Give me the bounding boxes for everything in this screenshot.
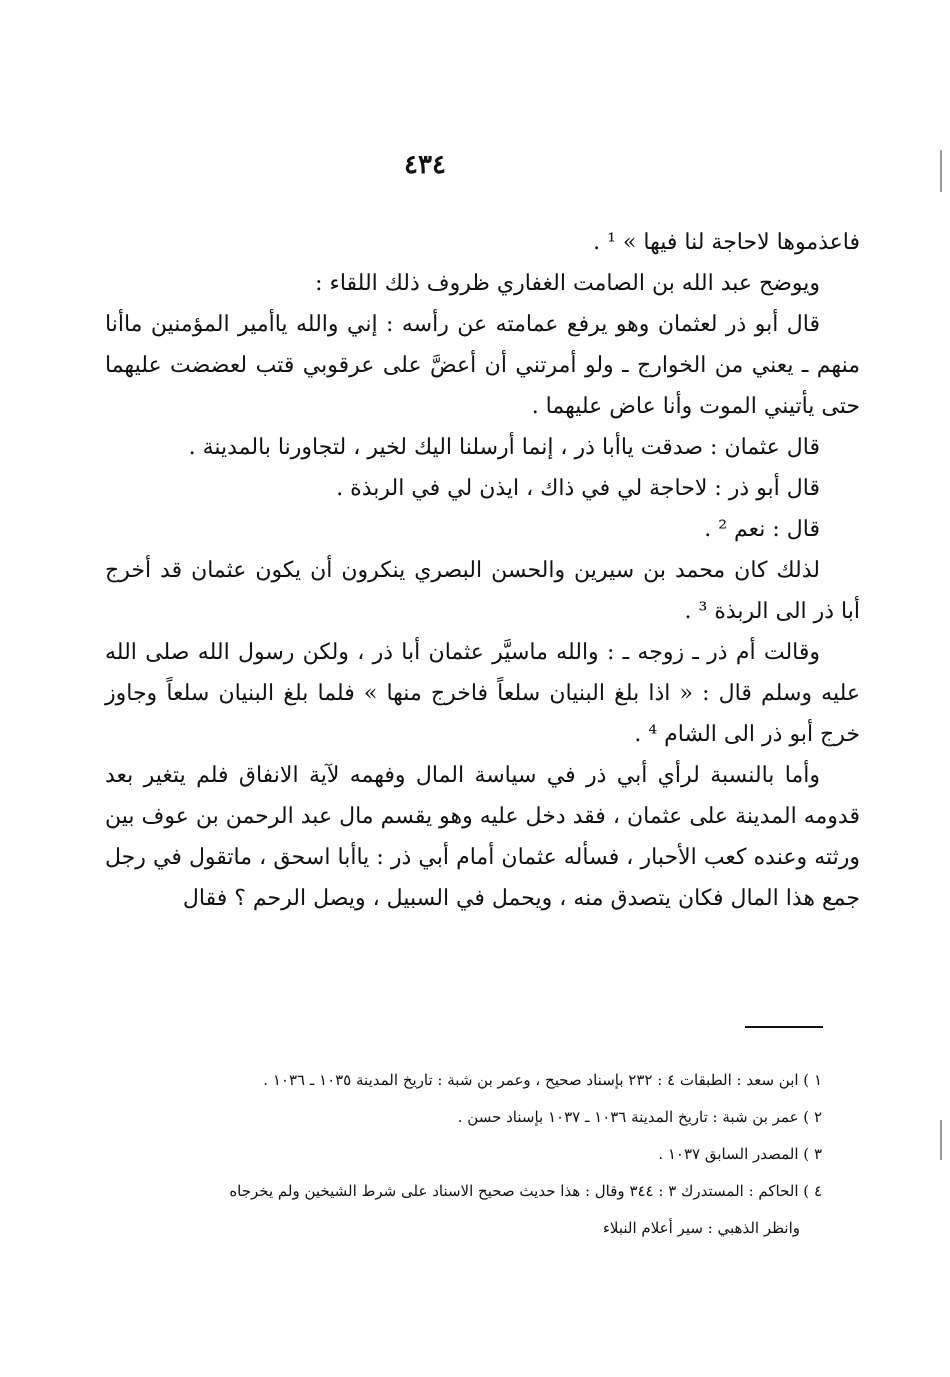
footnote: ٣ ) المصدر السابق ١٠٣٧ . [658,1145,822,1163]
paragraph: قال أبو ذر : لاحاجة لي في ذاك ، ايذن لي في الربذة . [336,476,820,501]
paragraph: فاعذموها لاحاجة لنا فيها » ¹ . [593,230,860,255]
paragraph: وأما بالنسبة لرأي أبي ذر في سياسة المال وفهمه لآية الانفاق فلم يتغير بعد قدومه المدينة على عثمان ، فقد دخل عليه وهو يقسم مال عبد الرحمن بن عوف بين ورثته وعنده كعب الأحبار ، فسأله عثمان أمام أبي ذر : ياأبا اسحق ، ماتقول في رجل جمع هذا المال فكان يتصدق منه ، ويحمل في السبيل ، ويصل الرحم ؟ فقال [105,763,860,911]
footnote-separator [745,1026,823,1028]
page-number: ٤٣٤ [404,150,446,180]
page-edge-mark [940,1120,942,1160]
footnote: ٤ ) الحاكم : المستدرك ٣ : ٣٤٤ وقال : هذا حديث صحيح الاسناد على شرط الشيخين ولم يخرجاه [229,1182,822,1200]
footnote-continuation: وانظر الذهبي : سير أعلام النبلاء [602,1219,800,1237]
paragraph: قال أبو ذر لعثمان وهو يرفع عمامته عن رأسه : إني والله ياأمير المؤمنين ماأنا منهم ـ يعني من الخوارج ـ ولو أمرتني أن أعضَّ على عرقوبي قتب لعضضت عليهما حتى يأتيني الموت وأنا عاض عليهما . [105,312,860,419]
paragraph: لذلك كان محمد بن سيرين والحسن البصري ينكرون أن يكون عثمان قد أخرج أبا ذر الى الربذة ³ . [105,558,860,624]
paragraph: ويوضح عبد الله بن الصامت الغفاري ظروف ذلك اللقاء : [315,271,820,296]
paragraph: قال عثمان : صدقت ياأبا ذر ، إنما أرسلنا اليك لخير ، لتجاورنا بالمدينة . [188,435,820,460]
page-edge-mark [940,150,942,192]
footnote: ١ ) ابن سعد : الطبقات ٤ : ٢٣٢ بإسناد صحيح ، وعمر بن شبة : تاريخ المدينة ١٠٣٥ ـ ١٠٣٦ . [263,1071,822,1089]
footnote: ٢ ) عمر بن شبة : تاريخ المدينة ١٠٣٦ ـ ١٠٣٧ بإسناد حسن . [457,1108,822,1126]
paragraph: قال : نعم ² . [704,517,820,542]
footnotes [122,1062,822,1247]
paragraph: وقالت أم ذر ـ زوجه ـ : والله ماسيَّر عثمان أبا ذر ، ولكن رسول الله صلى الله عليه وسلم قال : « اذا بلغ البنيان سلعاً فاخرج منها » فلما بلغ البنيان سلعاً وجاوز خرج أبو ذر الى الشام ⁴ . [105,640,860,747]
main-text [105,222,860,919]
